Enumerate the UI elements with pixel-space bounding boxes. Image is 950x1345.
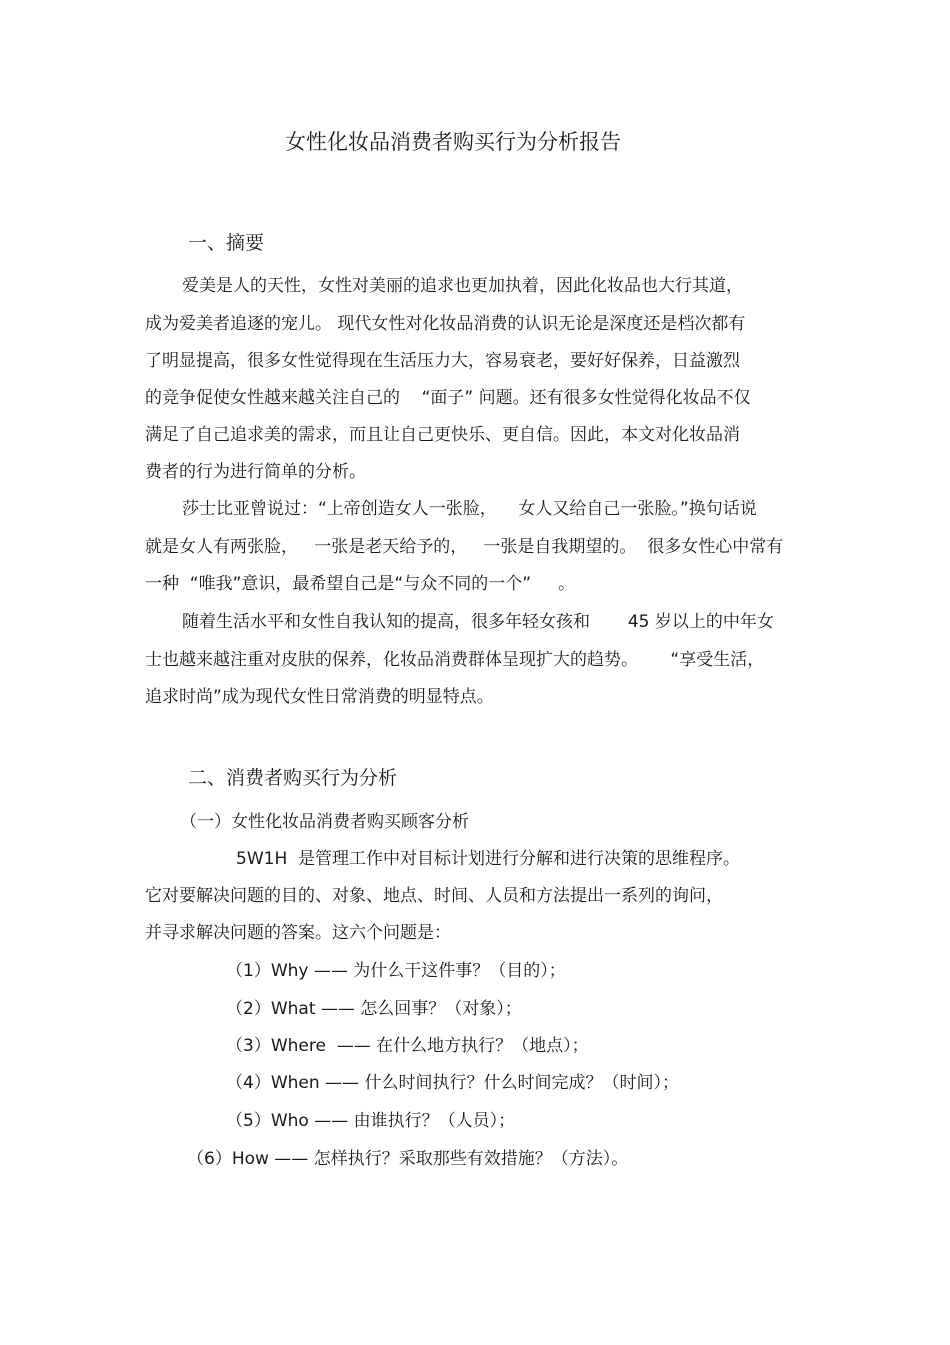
paragraph-line: 就是女人有两张脸， 一张是老天给予的， 一张是自我期望的。 很多女性心中常有 bbox=[145, 537, 784, 557]
paragraph-line: 追求时尚”成为现代女性日常消费的明显特点。 bbox=[145, 687, 494, 707]
list-item: （4）When —— 什么时间执行？什么时间完成？（时间）； bbox=[226, 1073, 679, 1093]
subsection-heading: （一）女性化妆品消费者购买顾客分析 bbox=[180, 812, 469, 832]
paragraph-line: 并寻求解决问题的答案。这六个问题是： bbox=[145, 923, 451, 943]
list-item: （2）What —— 怎么回事？（对象）； bbox=[226, 999, 522, 1019]
paragraph-line: 成为爱美者追逐的宠儿。 现代女性对化妆品消费的认识无论是深度还是档次都有 bbox=[145, 314, 746, 334]
paragraph-line: 它对要解决问题的目的、对象、地点、时间、人员和方法提出一系列的询问， bbox=[145, 886, 723, 906]
list-item: （1）Why —— 为什么干这件事？（目的）； bbox=[226, 961, 566, 981]
paragraph-line: 士也越来越注重对皮肤的保养，化妆品消费群体呈现扩大的趋势。 “享受生活， bbox=[145, 650, 765, 670]
paragraph-line: 了明显提高，很多女性觉得现在生活压力大，容易衰老，要好好保养，日益激烈 bbox=[145, 351, 740, 371]
paragraph-line: 一种 “唯我”意识，最希望自己是“与众不同的一个” 。 bbox=[145, 574, 576, 594]
document-title: 女性化妆品消费者购买行为分析报告 bbox=[285, 130, 621, 154]
section-heading-abstract: 一、摘要 bbox=[188, 232, 265, 254]
paragraph-line: 莎士比亚曾说过：“上帝创造女人一张脸， 女人又给自己一张脸。”换句话说 bbox=[182, 499, 757, 519]
paragraph-line: 的竞争促使女性越来越关注自己的 “面子” 问题。还有很多女性觉得化妆品不仅 bbox=[145, 388, 751, 408]
paragraph-line: 随着生活水平和女性自我认知的提高，很多年轻女孩和 45 岁以上的中年女 bbox=[182, 612, 774, 632]
paragraph-line: 满足了自己追求美的需求，而且让自己更快乐、更自信。因此，本文对化妆品消 bbox=[145, 425, 740, 445]
list-item: （3）Where —— 在什么地方执行？（地点）； bbox=[226, 1036, 589, 1056]
paragraph-line: 爱美是人的天性，女性对美丽的追求也更加执着，因此化妆品也大行其道， bbox=[182, 276, 743, 296]
list-item: （5）Who —— 由谁执行？（人员）； bbox=[226, 1111, 516, 1131]
paragraph-line: 5W1H 是管理工作中对目标计划进行分解和进行决策的思维程序。 bbox=[236, 849, 741, 869]
list-item: （6）How —— 怎样执行？采取那些有效措施？（方法）。 bbox=[187, 1149, 629, 1169]
paragraph-line: 费者的行为进行简单的分析。 bbox=[145, 462, 366, 482]
section-heading-behavior-analysis: 二、消费者购买行为分析 bbox=[188, 767, 398, 789]
